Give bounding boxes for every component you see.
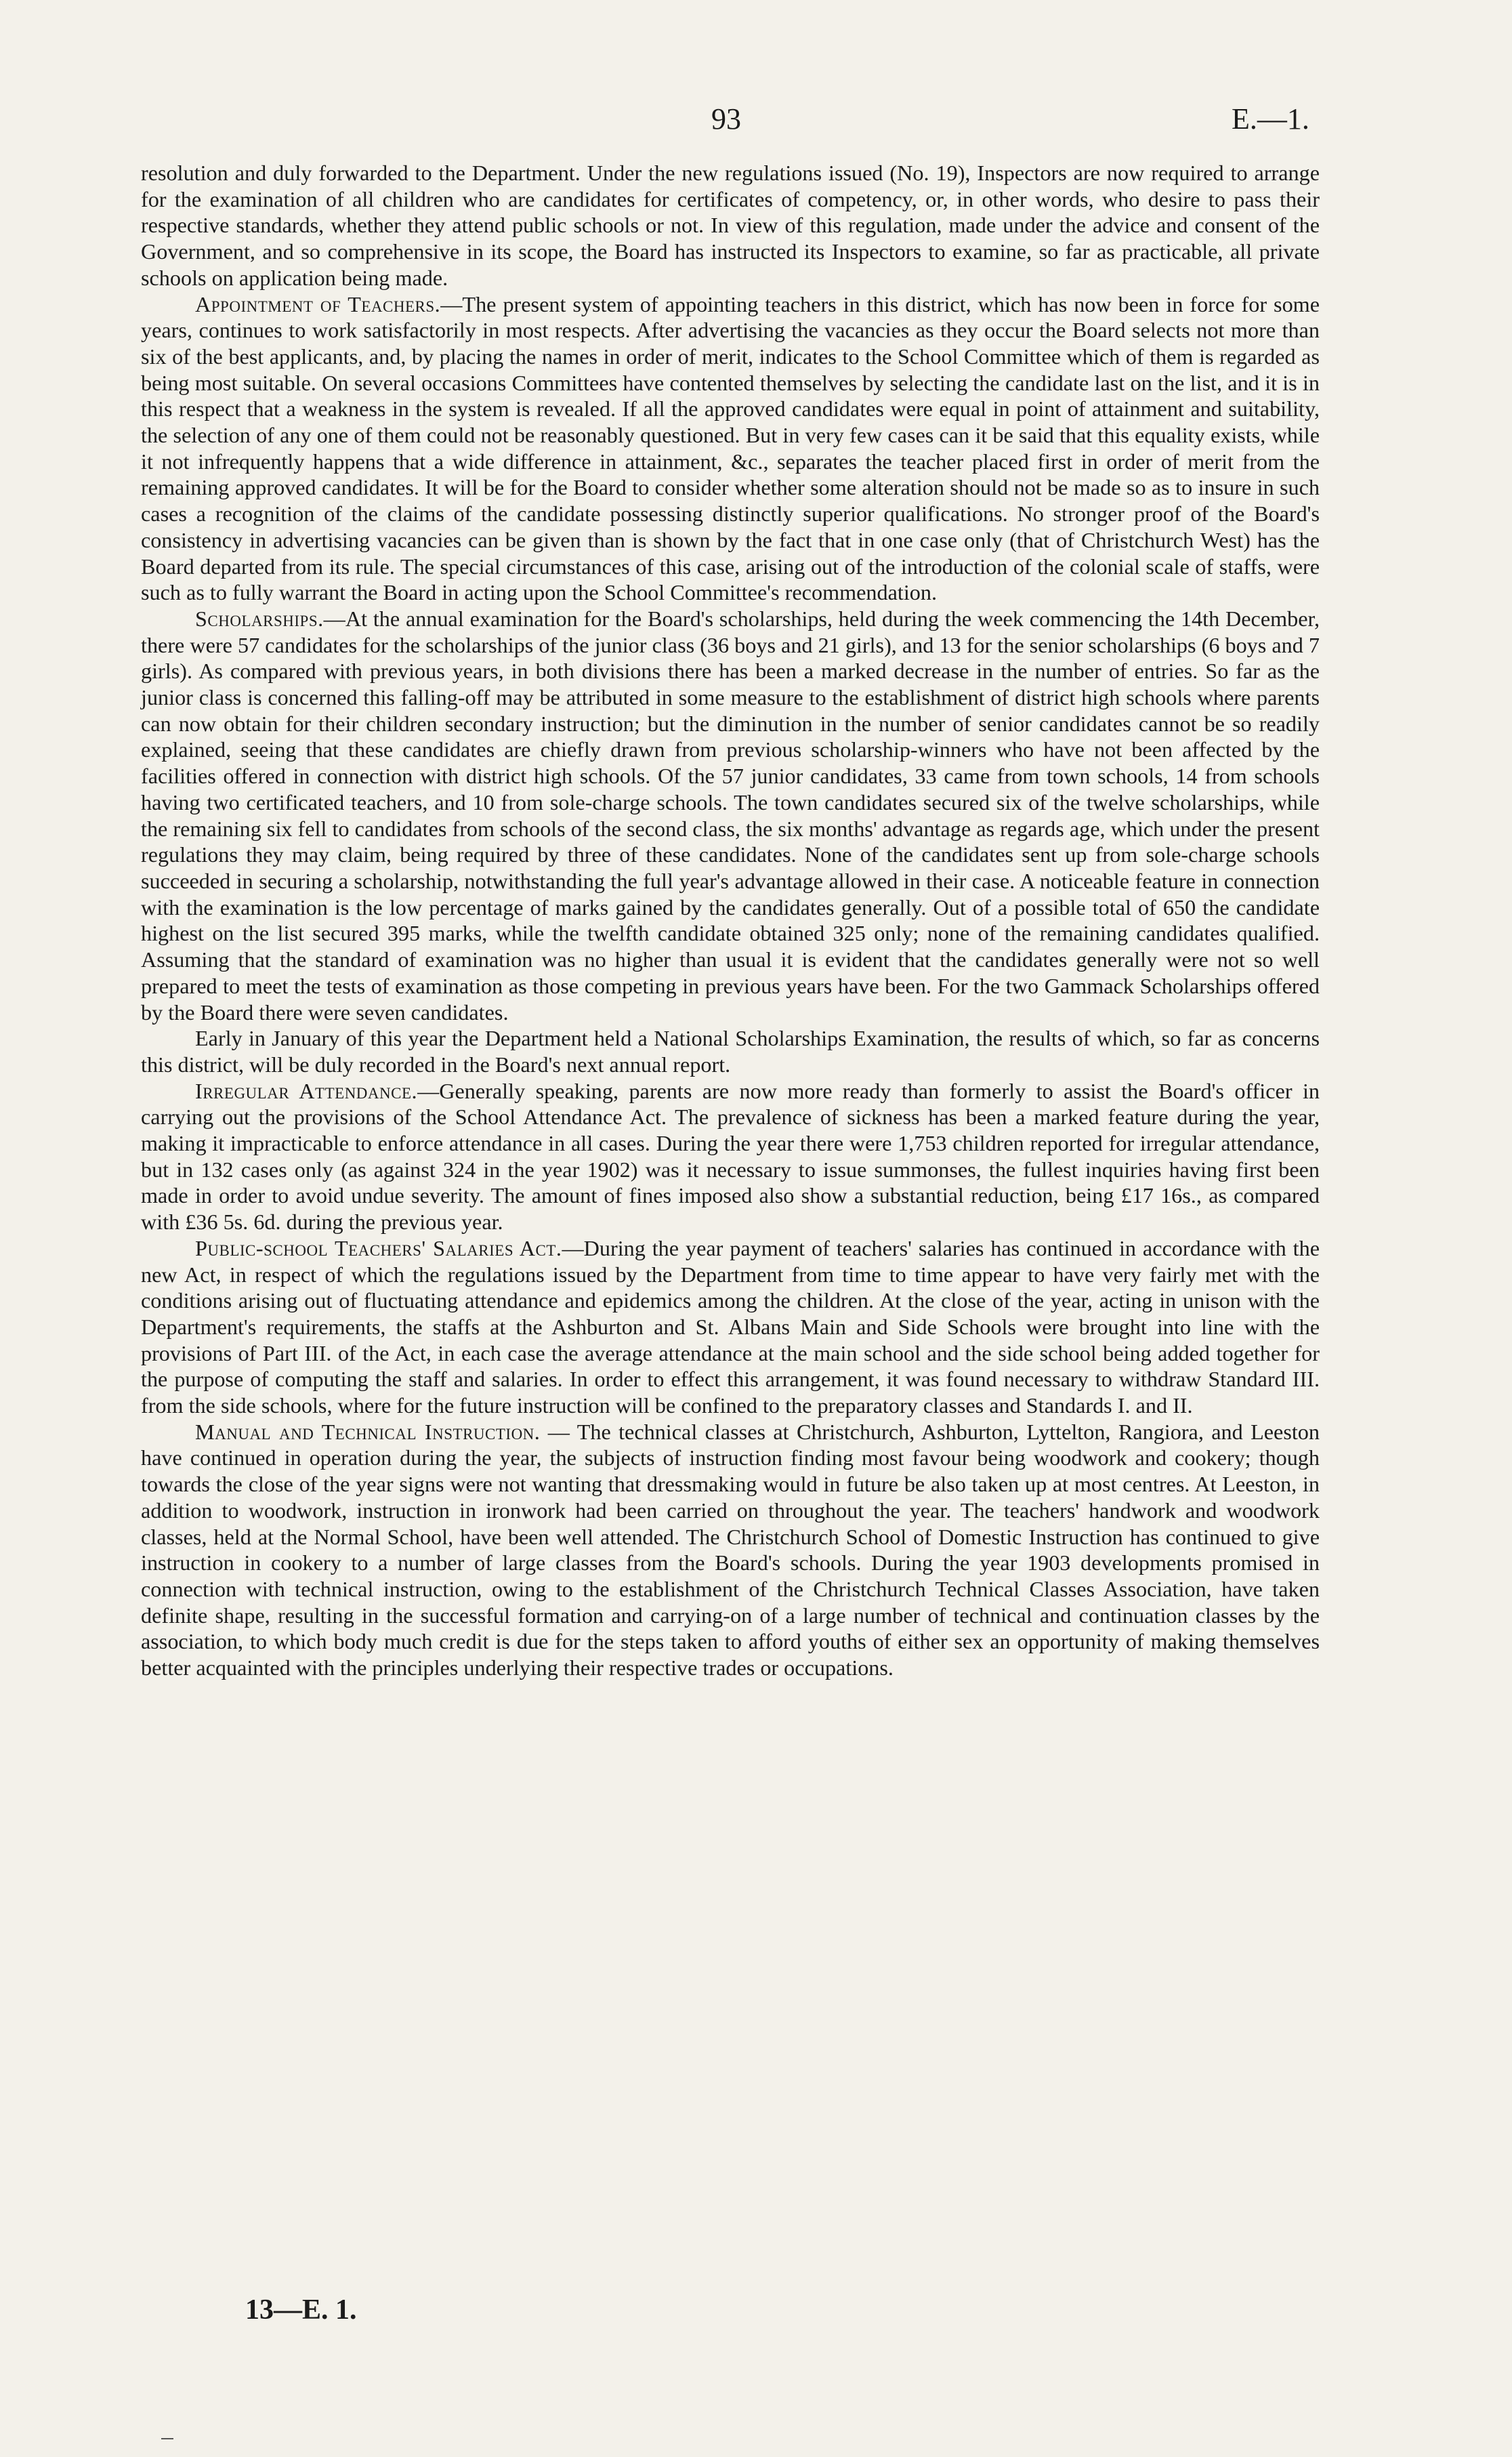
paragraph-salaries-act (141, 1235, 1320, 1419)
section-heading: Public-school Teachers' Salaries Act. (195, 1235, 562, 1260)
page-number: 93 (711, 102, 741, 136)
section-heading: Manual and Technical Instruction. (195, 1419, 541, 1444)
section-heading: Irregular Attendance. (195, 1078, 418, 1103)
series-code: E.—1. (1232, 102, 1309, 136)
section-heading: Appointment of Teachers. (195, 291, 441, 316)
paragraph-text: —Generally speaking, parents are now more ready than formerly to assist the Board's officer in carrying out the provisions of the School Attendance Act. The prevalence of sickness has been a marked feature during the year, making it impracticable to enforce attendance in all cases. During the year there were 1,753 children reported for irregular attendance, but in 132 cases only (as against 324 in the year 1902) was it necessary to issue summonses, the fullest inquiries having first been made in order to avoid undue severity. The amount of fines imposed also show a substantial reduction, being £17 16s., as compared with £36 5s. 6d. during the previous year. (141, 1078, 1320, 1235)
paragraph-text: —At the annual examination for the Board's scholarships, held during the week commencing the 14th December, there were 57 candidates for the scholarships of the junior class (36 boys and 21 girls), and 13 for the senior scholarships (6 boys and 7 girls). As compared with previous years, in both divisions there has been a marked decrease in the number of entries. So far as the junior class is concerned this falling-off may be attributed in some measure to the establishment of district high schools where parents can now obtain for their children secondary instruction; but the diminution in the number of senior candidates cannot be so readily explained, seeing that these candidates are chiefly drawn from previous scholarship-winners who have not been affected by the facilities offered in connection with district high schools. Of the 57 junior candidates, 33 came from town schools, 14 from schools having two certificated teachers, and 10 from sole-charge schools. The town candidates secured six of the twelve scholarships, while the remaining six fell to candidates from schools of the second class, the six months' advantage as regards age, which under the present regulations they may claim, being required by three of these candidates. None of the candidates sent up from sole-charge schools succeeded in securing a scholarship, notwithstanding the full year's advantage allowed in their case. A noticeable feature in connection with the examination is the low percentage of marks gained by the candidates generally. Out of a possible total of 650 the candidate highest on the list secured 395 marks, while the twelfth candidate obtained 325 only; none of the remaining candidates qualified. Assuming that the standard of examination was no higher than usual it is evident that the candidates generally were not so well prepared to meet the tests of examination as those competing in previous years have been. For the two Gammack Scholarships offered by the Board there were seven candidates. (141, 606, 1320, 1025)
paragraph-scholarships (141, 606, 1320, 1025)
paragraph-text: resolution and duly forwarded to the Department. Under the new regulations issued (No. 19), Inspectors are now required to arrange for the examination of all children who are candidates for certificates of competency, or, in other words, who desire to pass their respective standards, whether they attend public schools or not. In view of this regulation, made under the advice and consent of the Government, and so comprehensive in its scope, the Board has instructed its Inspectors to examine, so far as practicable, all private schools on application being made. (141, 161, 1320, 290)
paragraph-irregular-attendance (141, 1078, 1320, 1235)
print-mark (161, 2438, 173, 2439)
page-signature: 13—E. 1. (245, 2294, 357, 2326)
paragraph-text: —The present system of appointing teachers in this district, which has now been in force for some years, continues to work satisfactorily in most respects. After advertising the vacancies as they occur the Board selects not more than six of the best applicants, and, by placing the names in order of merit, indicates to the School Committee which of them is regarded as being most suitable. On several occasions Committees have contented themselves by selecting the candidate last on the list, and it is in this respect that a weakness in the system is revealed. If all the approved candidates were equal in point of attainment and suitability, the selection of any one of them could not be reasonably questioned. But in very few cases can it be said that this equality exists, while it not infrequently happens that a wide difference in attainment, &c., separates the teacher placed first in order of merit from the remaining approved candidates. It will be for the Board to consider whether some alteration should not be made so as to insure in such cases a recognition of the claims of the candidate possessing distinctly superior qualifications. No stronger proof of the Board's consistency in advertising vacancies can be given than is shown by the fact that in one case only (that of Christchurch West) has the Board departed from its rule. The special circumstances of this case, arising out of the introduction of the colonial scale of staffs, were such as to fully warrant the Board in acting upon the School Committee's recommendation. (141, 291, 1320, 605)
paragraph-text: Early in January of this year the Department held a National Scholarships Examination, the results of which, so far as concerns this district, will be duly recorded in the Board's next annual report. (141, 1026, 1320, 1077)
paragraph-resolution (141, 160, 1320, 291)
paragraph-manual-technical (141, 1419, 1320, 1681)
paragraph-appointment-of-teachers (141, 291, 1320, 606)
paragraph-text: — The technical classes at Christchurch, Ashburton, Lyttelton, Rangiora, and Leeston have continued in operation during the year, the subjects of instruction finding most favour being woodwork and cookery; though towards the close of the year signs were not wanting that dressmaking would in future be also taken up at most centres. At Leeston, in addition to woodwork, instruction in ironwork had been carried on throughout the year. The teachers' handwork and woodwork classes, held at the Normal School, have been well attended. The Christchurch School of Domestic Instruction has continued to give instruction in cookery to a number of large classes from the Board's schools. During the year 1903 developments promised in connection with technical instruction, owing to the establishment of the Christchurch Technical Classes Association, have taken definite shape, resulting in the successful formation and carrying-on of a large number of technical and continuation classes by the association, to which body much credit is due for the steps taken to afford youths of either sex an opportunity of making themselves better acquainted with the principles underlying their respective trades or occupations. (141, 1419, 1320, 1680)
paragraph-text: —During the year payment of teachers' salaries has continued in accordance with the new Act, in respect of which the regulations issued by the Department from time to time appear to have very fairly met with the conditions arising out of fluctuating attendance and epidemics among the children. At the close of the year, acting in unison with the Department's requirements, the staffs at the Ashburton and St. Albans Main and Side Schools were brought into line with the provisions of Part III. of the Act, in each case the average attendance at the main school and the side school being added together for the purpose of computing the staff and salaries. In order to effect this arrangement, it was found necessary to withdraw Standard III. from the side schools, where for the future instruction will be confined to the preparatory classes and Standards I. and II. (141, 1235, 1320, 1418)
section-heading: Scholarships. (195, 606, 324, 631)
body-text (141, 160, 1320, 1681)
paragraph-national-scholarships (141, 1025, 1320, 1077)
